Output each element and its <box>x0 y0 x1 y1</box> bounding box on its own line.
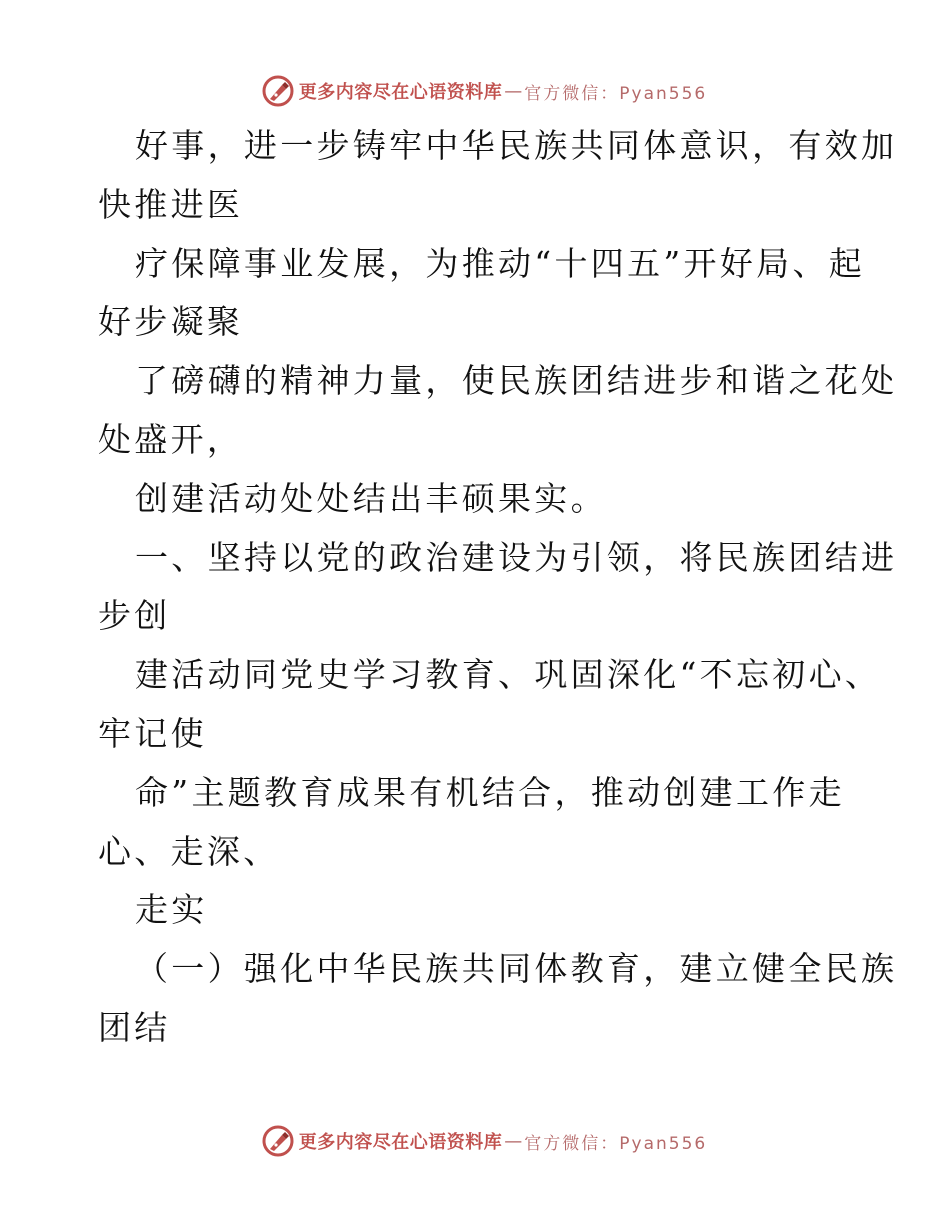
watermark-wechat-text: 官方微信：Pyan556 <box>524 83 708 104</box>
watermark-group <box>261 1124 707 1158</box>
paragraph-line: 团结 <box>98 1007 171 1047</box>
paragraph-line: 命”主题教育成果有机结合，推动创建工作走 <box>135 772 845 812</box>
pen-nib-logo-icon <box>261 74 295 108</box>
watermark-main-text: 更多内容尽在心语资料库 <box>298 82 503 103</box>
paragraph-line: 走实 <box>135 890 208 930</box>
paragraph-line: 处盛开， <box>98 419 244 459</box>
paragraph-line: 疗保障事业发展，为推动“十四五”开好局、起 <box>135 243 866 283</box>
paragraph-line: 好步凝聚 <box>98 302 244 342</box>
document-body <box>98 117 898 1058</box>
watermark-dash: — <box>504 1130 523 1152</box>
footer-watermark <box>0 1121 950 1161</box>
header-watermark <box>0 71 950 111</box>
paragraph-line: 创建活动处处结出丰硕果实。 <box>135 478 607 518</box>
pen-nib-logo-icon <box>261 1124 295 1158</box>
paragraph-line: 好事，进一步铸牢中华民族共同体意识，有效加 <box>135 126 898 165</box>
paragraph-line: 步创 <box>98 596 171 636</box>
paragraph-line: 了磅礴的精神力量，使民族团结进步和谐之花处 <box>135 361 898 401</box>
paragraph-line: 快推进医 <box>98 184 244 224</box>
watermark-wechat-text: 官方微信：Pyan556 <box>524 1133 708 1154</box>
paragraph-line: 建活动同党史学习教育、巩固深化“不忘初心、 <box>135 655 882 695</box>
watermark-main-text: 更多内容尽在心语资料库 <box>298 1132 503 1153</box>
watermark-group <box>261 74 707 108</box>
watermark-dash: — <box>504 80 523 102</box>
paragraph-line: 心、走深、 <box>98 831 280 871</box>
paragraph-line: （一）强化中华民族共同体教育，建立健全民族 <box>135 949 898 989</box>
paragraph-line: 牢记使 <box>98 713 207 753</box>
paragraph-line: 一、坚持以党的政治建设为引领，将民族团结进 <box>135 537 898 577</box>
